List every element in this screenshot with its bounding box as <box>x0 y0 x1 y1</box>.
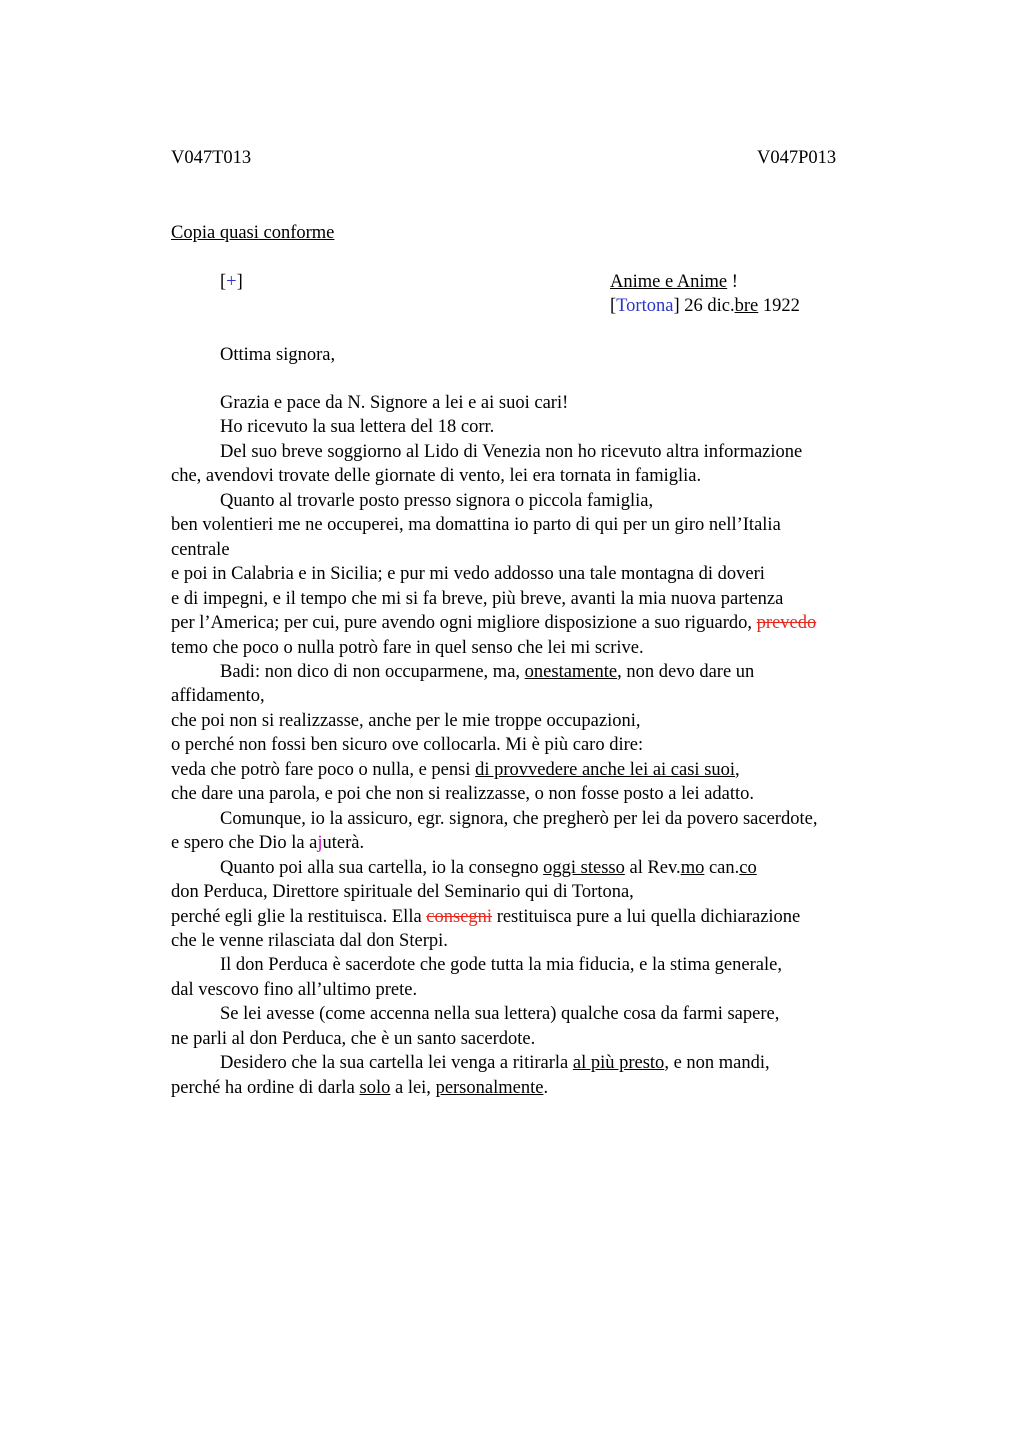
text-line: affidamento, <box>171 686 265 707</box>
text-line: e spero che Dio la ajuterà. <box>171 833 365 854</box>
text-line: ben volentieri me ne occuperei, ma domattina io parto di qui per un giro nell’Italia <box>171 515 781 536</box>
text-line: che dare una parola, e poi che non si realizzasse, o non fosse posto a lei adatto. <box>171 784 755 805</box>
text-line: Grazia e pace da N. Signore a lei e ai suoi cari! <box>220 393 569 413</box>
dateline-place: Tortona <box>616 296 674 316</box>
text-line: Badi: non dico di non occuparmene, ma, onestamente, non devo dare un <box>220 661 755 682</box>
deleted-word: prevedo <box>756 613 817 634</box>
text-line: ne parli al don Perduca, che è un santo sacerdote. <box>171 1028 536 1049</box>
salutation: Ottima signora, <box>220 345 336 365</box>
underlined-phrase: di provvedere anche lei ai casi suoi <box>475 759 736 780</box>
underlined-word: personalmente <box>435 1077 544 1098</box>
text-line: Ho ricevuto la sua lettera del 18 corr. <box>220 417 495 438</box>
text-line: don Perduca, Direttore spirituale del Seminario qui di Tortona, <box>171 882 634 903</box>
text-line: Comunque, io la assicuro, egr. signora, che pregherò per lei da povero sacerdote, <box>220 808 818 829</box>
text-line: che le venne rilasciata dal don Sterpi. <box>171 930 448 951</box>
text-line: dal vescovo fino all’ultimo prete. <box>171 979 418 1000</box>
deleted-word: consegni <box>426 906 493 927</box>
motto: Anime e Anime ! <box>610 272 738 292</box>
dateline: [Tortona] 26 dic.bre 1922 <box>610 296 800 316</box>
text-line: perché egli glie la restituisca. Ella consegni restituisca pure a lui quella dichiarazione <box>171 906 801 927</box>
document-code-right: V047P013 <box>757 148 837 168</box>
cross-icon: + <box>226 272 237 292</box>
text-line: Quanto poi alla sua cartella, io la consegno oggi stesso al Rev.mo can.co <box>220 857 757 878</box>
text-line: Se lei avesse (come accenna nella sua lettera) qualche cosa da farmi sapere, <box>220 1004 780 1025</box>
text-line: o perché non fossi ben sicuro ove collocarla. Mi è più caro dire: <box>171 735 644 756</box>
text-line: Il don Perduca è sacerdote che gode tutta la mia fiducia, e la stima generale, <box>220 955 782 976</box>
text-line: e poi in Calabria e in Sicilia; e pur mi vedo addosso una tale montagna di doveri <box>171 564 765 585</box>
text-line: temo che poco o nulla potrò fare in quel senso che lei mi scrive. <box>171 637 644 658</box>
underlined-word: onestamente <box>524 661 618 682</box>
text-line: per l’America; per cui, pure avendo ogni migliore disposizione a suo riguardo, prevedo <box>171 613 817 634</box>
document-code-left: V047T013 <box>171 148 252 168</box>
text-line: Desidero che la sua cartella lei venga a ritirarla al più presto, e non mandi, <box>220 1053 770 1074</box>
text-line: veda che potrò fare poco o nulla, e pensi di provvedere anche lei ai casi suoi, <box>171 759 740 780</box>
underlined-word: solo <box>359 1077 391 1098</box>
underlined-phrase: al più presto <box>572 1053 665 1074</box>
letter-body <box>171 391 911 1100</box>
text-line: centrale <box>171 539 230 560</box>
text-line: e di impegni, e il tempo che mi si fa breve, più breve, avanti la mia nuova partenza <box>171 588 784 609</box>
document-type-label: Copia quasi conforme <box>171 223 335 243</box>
cross-symbol: [+] <box>220 272 243 292</box>
text-line: che poi non si realizzasse, anche per le mie troppe occupazioni, <box>171 710 641 731</box>
underlined-phrase: oggi stesso <box>543 857 625 878</box>
text-line: che, avendovi trovate delle giornate di vento, lei era tornata in famiglia. <box>171 466 702 487</box>
text-line: Del suo breve soggiorno al Lido di Venezia non ho ricevuto altra informazione <box>220 441 803 462</box>
inserted-letter: j <box>317 833 323 854</box>
text-line: perché ha ordine di darla solo a lei, personalmente. <box>171 1077 549 1098</box>
text-line: Quanto al trovarle posto presso signora o piccola famiglia, <box>220 490 654 511</box>
